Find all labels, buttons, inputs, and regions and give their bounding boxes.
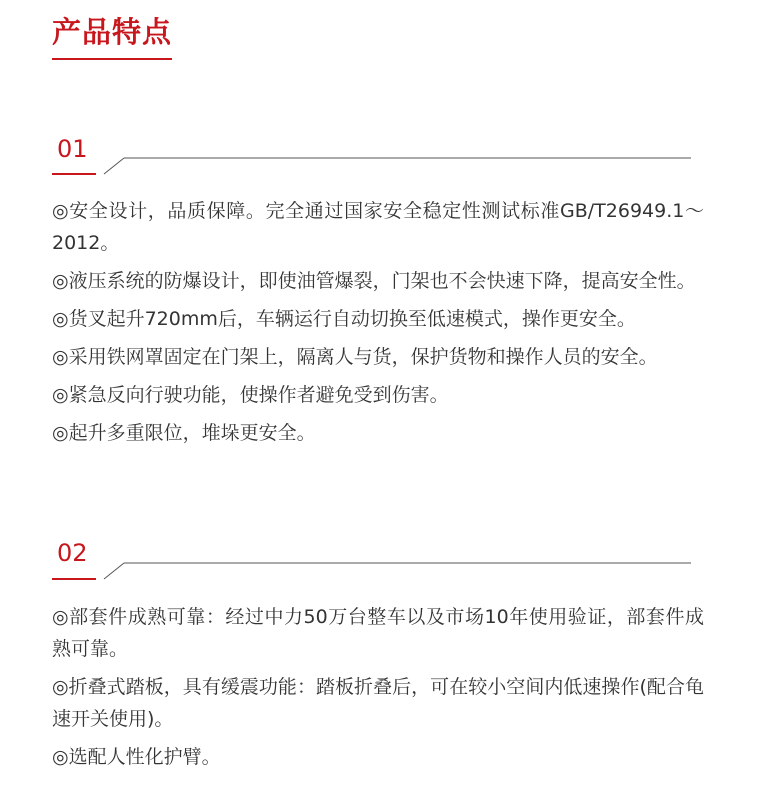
feature-item: ◎货叉起升720mm后，车辆运行自动切换至低速模式，操作更安全。 — [52, 308, 636, 330]
feature-item: ◎采用铁网罩固定在门架上，隔离人与货，保护货物和操作人员的安全。 — [52, 346, 658, 368]
section-01-slant-line — [104, 158, 124, 174]
section-02-slant-line — [104, 563, 124, 579]
section-01-divider — [0, 148, 763, 178]
section-01-number: 01 — [57, 135, 88, 163]
feature-item: ◎起升多重限位，堆垛更安全。 — [52, 422, 316, 444]
title-underline — [52, 58, 172, 60]
page-title: 产品特点 — [52, 15, 173, 49]
feature-item: ◎紧急反向行驶功能，使操作者避免受到伤害。 — [52, 384, 449, 406]
feature-item: ◎选配人性化护臂。 — [52, 746, 221, 768]
section-02-content — [52, 601, 704, 779]
feature-item: ◎安全设计，品质保障。完全通过国家安全稳定性测试标准GB/T26949.1～2012。 — [52, 200, 704, 254]
section-01-content — [52, 195, 704, 455]
feature-item: ◎液压系统的防爆设计，即使油管爆裂，门架也不会快速下降，提高安全性。 — [52, 270, 696, 292]
section-02-divider — [0, 553, 763, 583]
section-02-number: 02 — [57, 539, 88, 567]
feature-item: ◎部套件成熟可靠：经过中力50万台整车以及市场10年使用验证，部套件成熟可靠。 — [52, 606, 704, 660]
feature-item: ◎折叠式踏板，具有缓震功能：踏板折叠后，可在较小空间内低速操作(配合龟速开关使用)。 — [52, 676, 704, 730]
